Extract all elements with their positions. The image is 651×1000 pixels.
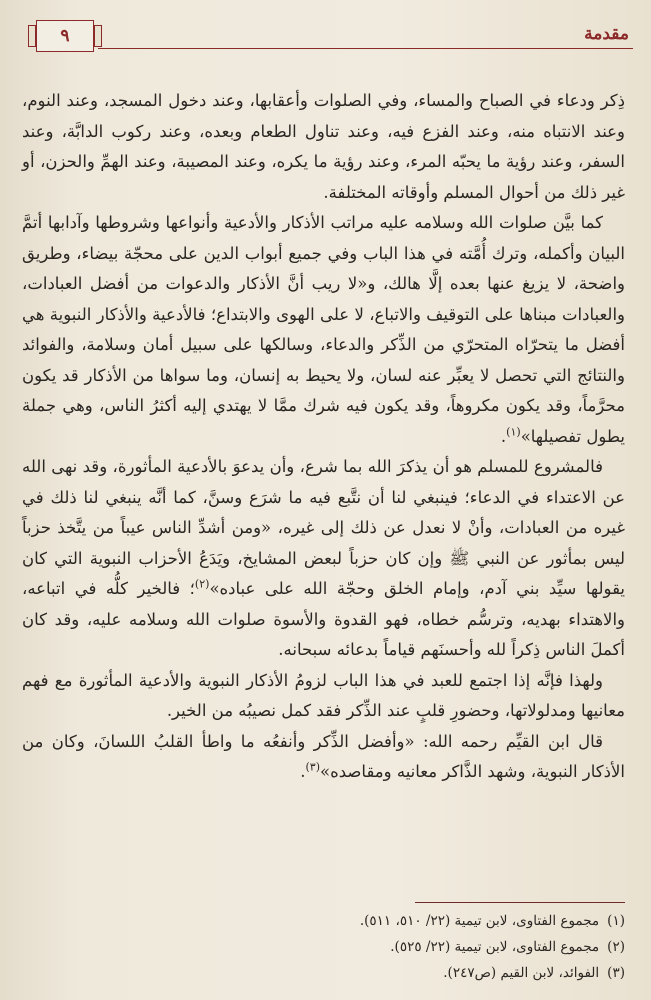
- paragraph: ذِكر ودعاء في الصباح والمساء، وفي الصلوات وأعقابها، وعند دخول المسجد، وعند النوم، وعند الانتباه منه، وعند الفزع فيه، وعند تناول الطعام وبعده، وعند ركوب الدابَّة، وعند السفر، وعند رؤية ما يحبّه المرء، وعند رؤية ما يكره، وعند المصيبة، وعند الهمِّ والحزن، أو غير ذلك من أحوال المسلم وأوقاته المختلفة.: [22, 91, 625, 202]
- footnote-ref: (٣): [305, 760, 321, 774]
- footnote-number: (٢): [607, 939, 625, 955]
- paragraph-text: ؛ فالخير كلُّه في اتباعه، والاهتداء بهديه، وترسُّم خطاه، فهو القدوة والأسوة صلوات الله وسلامه عليه، وقد كان أكملَ الناس ذِكراً لله وأحسنَهم قياماً بدعائه سبحانه.: [22, 579, 625, 659]
- chapter-title: مقدمة: [584, 24, 629, 44]
- page-header: [18, 18, 633, 58]
- footnote-text: مجموع الفتاوى، لابن تيمية (٢٢/ ٥٢٥).: [390, 939, 600, 955]
- footnote-number: (١): [607, 913, 625, 929]
- footnote: [120, 908, 625, 934]
- header-rule: [98, 48, 633, 49]
- footnote-ref: (٢): [194, 577, 210, 591]
- paragraph-text: كما بيَّن صلوات الله وسلامه عليه مراتب الأذكار والأدعية وأنواعها وشروطها وآدابها أتمَّ البيان وأكمله، وترك أُمَّته في هذا الباب وفي جميع أبواب الدين على محجّة بيضاء، وطريق واضحة، لا يزيغ عنها بعده إلَّا هالك، و«لا ريب أنَّ الأذكار والدعوات من أفضل العبادات، والعبادات مبناها على التوقيف والاتباع، لا على الهوى والابتداع؛ فالأدعية والأذكار النبوية هي أفضل ما يتحرّاه المتحرّي من الذِّكر والدعاء، وسالكها على سبيل أمان وسلامة، والفوائد والنتائج التي تحصل لا يعبِّر عنه لسان، ولا يحيط به إنسان، وما سواها من الأذكار قد يكون محرَّماً، وقد يكون مكروهاً، وقد يكون فيه شرك ممَّا لا يهتدي إليه أكثرُ الناس، وهي جملة يطول تفصيلها»: [22, 213, 625, 446]
- main-text: [22, 86, 625, 788]
- footnote-ref: (١): [506, 425, 521, 438]
- footnote-text: الفوائد، لابن القيم (ص٢٤٧).: [443, 965, 600, 981]
- footnote: [120, 960, 625, 986]
- paragraph-text: فالمشروع للمسلم هو أن يذكرَ الله بما شرع، وأن يدعوَ بالأدعية المأثورة، وقد نهى الله عن الاعتداء في الدعاء؛ فينبغي لنا أن نتَّبع فيه ما شرَع وسنَّ، كما أنَّه ينبغي لنا ذلك في غيره من العبادات، وأنْ لا نعدل عن ذلك إلى غيره، «ومن أشدِّ الناس عيباً من يتَّخذ حزباً ليس بمأثور عن النبي ﷺ وإن كان حزباً لبعض المشايخ، ويَدَعُ الأحزاب النبوية التي كان يقولها سيِّد بني آدم، وإمام الخلق وحجّة الله على عباده»: [22, 457, 626, 598]
- paragraph: قال ابن القيِّم رحمه الله: «وأفضل الذِّكر وأنفعُه ما واطأ القلبُ اللسانَ، وكان من الأذكار النبوية، وشهد الذَّاكر معانيه ومقاصده»$^{(٣)}$.: [22, 731, 625, 781]
- footnote-divider: [415, 902, 625, 903]
- paragraph: [22, 452, 625, 666]
- paragraph-text: قال ابن القيِّم رحمه الله: «وأفضل الذِّكر وأنفعُه ما واطأ القلبُ اللسانَ، وكان من الأذكار النبوية، وشهد الذَّاكر معانيه ومقاصده»: [22, 731, 625, 781]
- footnotes: [120, 908, 625, 986]
- page-number: ٩: [36, 20, 94, 52]
- paragraph: كما بيَّن صلوات الله وسلامه عليه مراتب الأذكار والأدعية وأنواعها وشروطها وآدابها أتمَّ البيان وأكمله، وترك أُمَّته في هذا الباب وفي جميع أبواب الدين على محجّة بيضاء، وطريق واضحة، لا يزيغ عنها بعده إلَّا هالك، و«لا ريب أنَّ الأذكار والدعوات من أفضل العبادات، والعبادات مبناها على التوقيف والاتباع، لا على الهوى والابتداع؛ فالأدعية والأذكار النبوية هي أفضل ما يتحرّاه المتحرّي من الذِّكر والدعاء، وسالكها على سبيل أمان وسلامة، والفوائد والنتائج التي تحصل لا يعبِّر عنه لسان، ولا يحيط به إنسان، وما سواها من الأذكار قد يكون محرَّماً، وقد يكون مكروهاً، وقد يكون فيه شرك ممَّا لا يهتدي إليه أكثرُ الناس، وهي جملة يطول تفصيلها»$^{(١)}$.: [22, 213, 625, 446]
- footnote-number: (٣): [607, 965, 625, 981]
- footnote: [120, 934, 625, 960]
- footnote-text: مجموع الفتاوى، لابن تيمية (٢٢/ ٥١٠، ٥١١).: [359, 913, 600, 929]
- paragraph: ولهذا فإنَّه إذا اجتمع للعبد في هذا الباب لزومُ الأذكار النبوية والأدعية المأثورة مع فهم معانيها ومدلولاتها، وحضورِ قلبٍ عند الذِّكر فقد كمل نصيبُه من الخير.: [22, 670, 625, 720]
